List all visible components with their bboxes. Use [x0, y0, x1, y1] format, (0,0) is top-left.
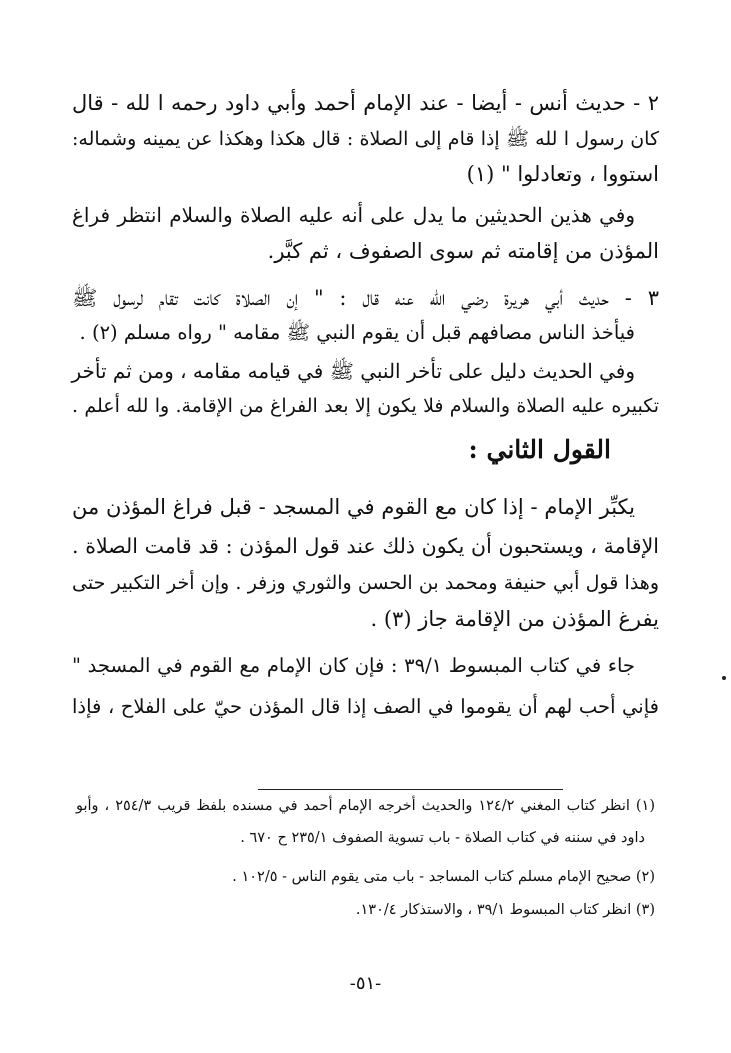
body-line-6: ٣ - حديث أبي هريرة رضي الله عنه قال : " إن الصلاة كانت تقام لرسول ﷺ [72, 286, 659, 310]
page-number: -٥١- [349, 973, 382, 994]
body-line-10: يكبِّر الإمام - إذا كان مع القوم في المسجد - قبل فراغ المؤذن من [72, 495, 635, 519]
body-line-9: تكبيره عليه الصلاة والسلام فلا يكون إلا بعد الفراغ من الإقامة. وا لله أعلم . [72, 395, 659, 417]
body-line-1: ٢ - حديث أنس - أيضا - عند الإمام أحمد وأبي داود رحمه ا لله - قال [72, 91, 659, 115]
body-line-13: يفرغ المؤذن من الإقامة جاز (٣) . [370, 607, 659, 631]
body-line-7: فيأخذ الناس مصافهم قبل أن يقوم النبي ﷺ مقامه " رواه مسلم (٢) . [79, 321, 635, 344]
margin-mark [722, 676, 726, 680]
body-line-11: الإقامة ، ويستحبون أن يكون ذلك عند قول المؤذن : قد قامت الصلاة . [72, 534, 659, 558]
section-heading: القول الثاني : [468, 435, 611, 464]
footnote-divider [258, 789, 563, 790]
footnote-3: (٣) انظر كتاب المبسوط ٣٩/١ ، والاستذكار ١٣٠/٤. [355, 902, 655, 918]
body-line-5: المؤذن من إقامته ثم سوى الصفوف ، ثم كبَّر. [267, 239, 659, 263]
body-line-2: كان رسول ا لله ﷺ إذا قام إلى الصلاة : قال هكذا وهكذا عن يمينه وشماله: [72, 128, 659, 150]
footnote-1-line-1: (١) انظر كتاب المغني ١٢٤/٢ والحديث أخرجه الإمام أحمد في مسنده بلفظ قريب ٢٥٤/٣ ، وأبو [76, 798, 655, 814]
footnote-2: (٢) صحيح الإمام مسلم كتاب المساجد - باب متى يقوم الناس - ١٠٢/٥ . [232, 869, 655, 885]
body-line-15: فإني أحب لهم أن يقوموا في الصف إذا قال المؤذن حيّ على الفلاح ، فإذا [72, 695, 659, 718]
body-line-14: جاء في كتاب المبسوط ٣٩/١ : فإن كان الإمام مع القوم في المسجد " [72, 654, 635, 677]
footnote-1-line-2: داود في سننه في كتاب الصلاة - باب تسوية الصفوف ٢٣٥/١ ح ٦٧٠ . [240, 830, 645, 846]
body-line-3: استووا ، وتعادلوا " (١) [466, 162, 659, 186]
body-line-8: وفي الحديث دليل على تأخر النبي ﷺ في قيامه مقامه ، ومن ثم تأخر [71, 359, 635, 383]
body-line-12: وهذا قول أبي حنيفة ومحمد بن الحسن والثوري وزفر . وإن أخر التكبير حتى [72, 572, 659, 594]
body-line-4: وفي هذين الحديثين ما يدل على أنه عليه الصلاة والسلام انتظر فراغ [72, 203, 635, 227]
